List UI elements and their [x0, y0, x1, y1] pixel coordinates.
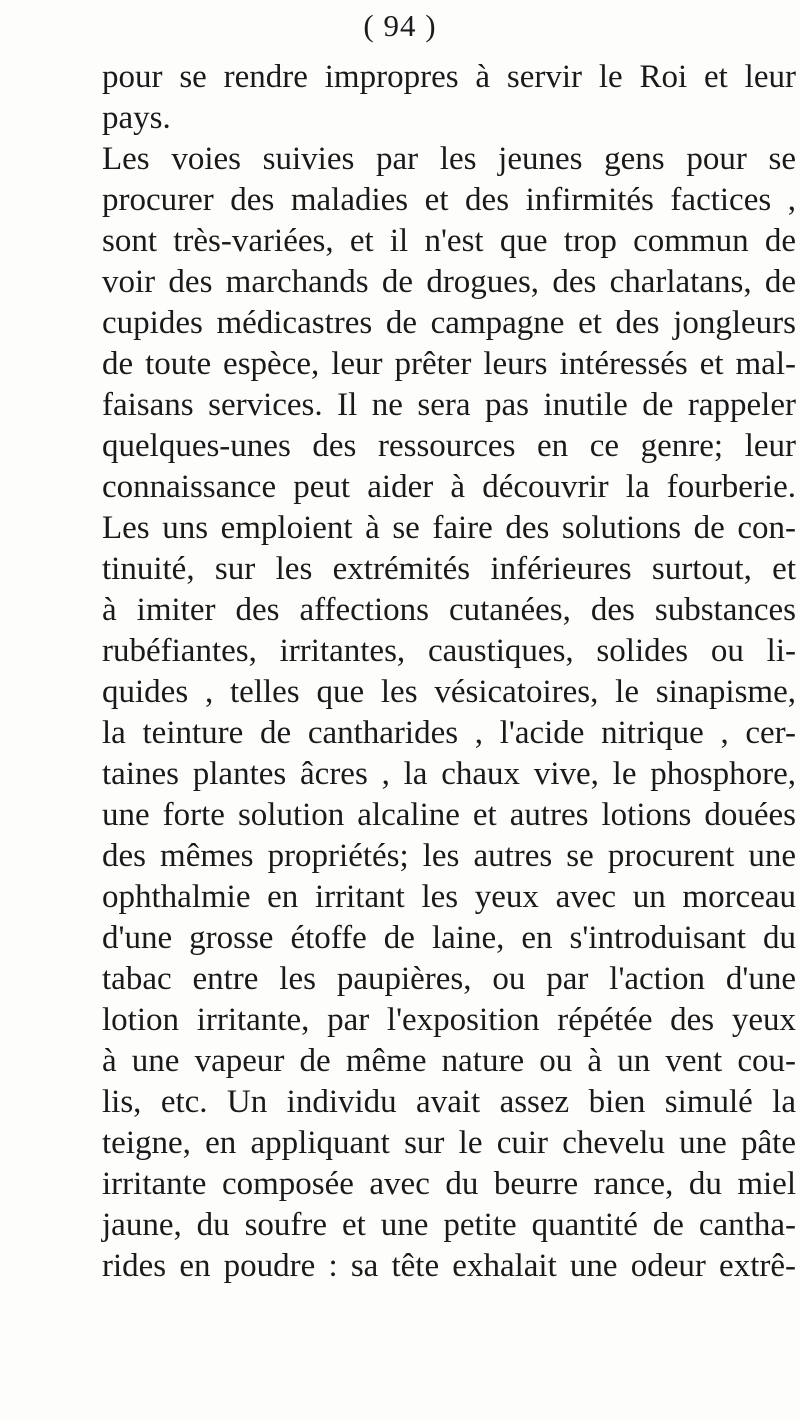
text-line: tinuité, sur les extrémités inférieures surtout, et [102, 551, 796, 587]
page-number: ( 94 ) [363, 8, 437, 43]
text-line: lis, etc. Un individu avait assez bien simulé la [102, 1084, 796, 1120]
text-line: des mêmes propriétés; les autres se procurent une [102, 838, 796, 874]
text-line: la teinture de cantharides , l'acide nitrique , cer- [102, 715, 796, 751]
text-line: de toute espèce, leur prêter leurs intéressés et mal- [102, 346, 796, 382]
text-line: d'une grosse étoffe de laine, en s'introduisant du [102, 920, 796, 956]
text-line: une forte solution alcaline et autres lotions douées [102, 797, 796, 833]
text-line: Les voies suivies par les jeunes gens pour se [102, 141, 796, 177]
text-line: sont très-variées, et il n'est que trop commun de [102, 223, 796, 259]
text-line: teigne, en appliquant sur le cuir chevelu une pâte [102, 1125, 796, 1161]
text-line: Les uns emploient à se faire des solutions de con- [102, 510, 796, 546]
text-line: irritante composée avec du beurre rance, du miel [102, 1166, 796, 1202]
text-line: pays. [102, 100, 171, 136]
text-line: taines plantes âcres , la chaux vive, le phosphore, [102, 756, 796, 792]
text-line: tabac entre les paupières, ou par l'action d'une [102, 961, 796, 997]
text-line: voir des marchands de drogues, des charlatans, de [102, 264, 796, 300]
text-line: lotion irritante, par l'exposition répétée des yeux [102, 1002, 796, 1038]
text-line: quelques-unes des ressources en ce genre; leur [102, 428, 796, 464]
text-line: jaune, du soufre et une petite quantité de cantha- [102, 1207, 796, 1243]
text-line: rides en poudre : sa tête exhalait une odeur extrê- [102, 1248, 796, 1284]
text-line: ophthalmie en irritant les yeux avec un morceau [102, 879, 796, 915]
text-line: procurer des maladies et des infirmités factices , [102, 182, 796, 218]
text-line: faisans services. Il ne sera pas inutile de rappeler [102, 387, 796, 423]
text-line: à une vapeur de même nature ou à un vent cou- [102, 1043, 796, 1079]
text-line: rubéfiantes, irritantes, caustiques, solides ou li- [102, 633, 796, 669]
text-line: quides , telles que les vésicatoires, le sinapisme, [102, 674, 796, 710]
text-line: cupides médicastres de campagne et des jongleurs [102, 305, 796, 341]
text-line: pour se rendre impropres à servir le Roi et leur [102, 59, 796, 95]
text-line: à imiter des affections cutanées, des substances [102, 592, 796, 628]
text-line: connaissance peut aider à découvrir la fourberie. [102, 469, 796, 505]
